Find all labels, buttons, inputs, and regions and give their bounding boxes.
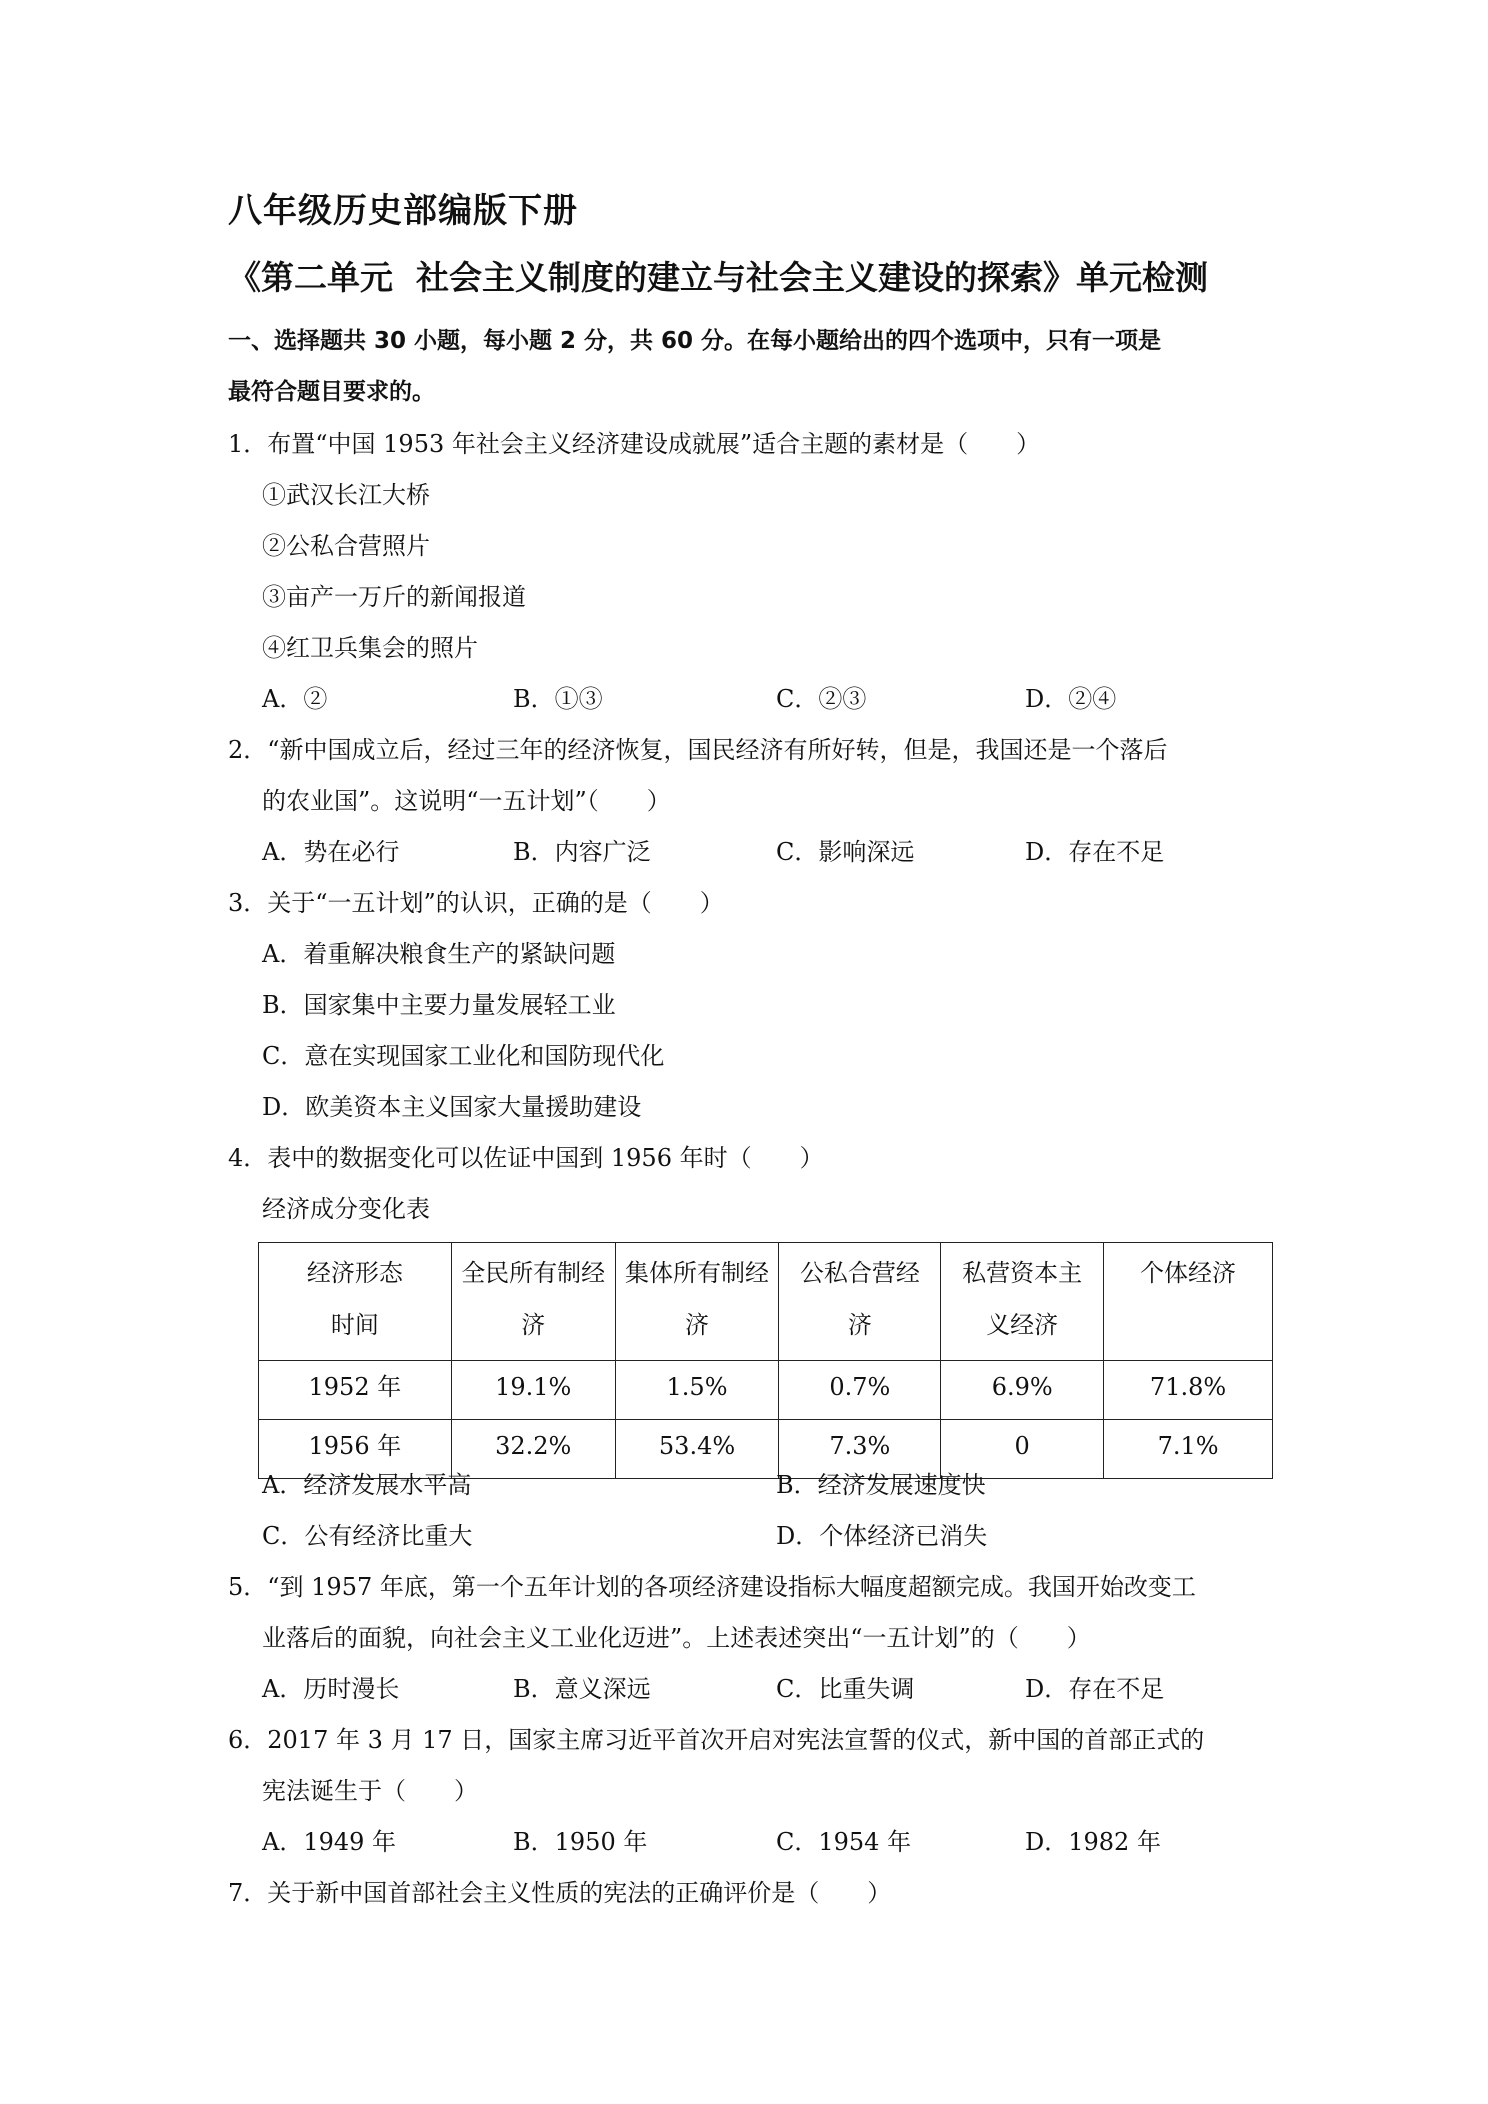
question-1-item: ②公私合营照片 — [262, 532, 430, 560]
question-5-option-c[interactable]: C．比重失调 — [776, 1675, 915, 1703]
question-1-item: ④红卫兵集会的照片 — [262, 634, 478, 662]
table-cell: 53.4% — [615, 1420, 779, 1479]
question-5-stem-cont: 业落后的面貌，向社会主义工业化迈进”。上述表述突出“一五计划”的（ ） — [262, 1624, 1091, 1652]
question-1-option-a[interactable]: A．② — [262, 685, 328, 713]
table-header-row — [259, 1243, 1273, 1361]
table-header-cell: 集体所有制经 济 — [615, 1243, 779, 1361]
table-header-cell: 个体经济 — [1104, 1243, 1273, 1361]
question-3-option-d[interactable]: D．欧美资本主义国家大量援助建设 — [262, 1093, 642, 1121]
table-cell: 7.1% — [1104, 1420, 1273, 1479]
question-5-option-b[interactable]: B．意义深远 — [513, 1675, 651, 1703]
question-6-stem-cont: 宪法诞生于（ ） — [262, 1777, 478, 1805]
question-2-option-a[interactable]: A．势在必行 — [262, 838, 400, 866]
table-cell: 0.7% — [779, 1361, 941, 1420]
question-2-stem-cont: 的农业国”。这说明“一五计划”（ ） — [262, 787, 671, 815]
table-cell: 0 — [941, 1420, 1104, 1479]
question-4-option-b[interactable]: B．经济发展速度快 — [776, 1471, 986, 1499]
table-cell: 1956 年 — [259, 1420, 452, 1479]
question-4-stem: 4．表中的数据变化可以佐证中国到 1956 年时（ ） — [228, 1144, 824, 1172]
question-7-stem: 7．关于新中国首部社会主义性质的宪法的正确评价是（ ） — [228, 1879, 892, 1907]
table-cell: 32.2% — [451, 1420, 615, 1479]
question-6-stem: 6．2017 年 3 月 17 日，国家主席习近平首次开启对宪法宣誓的仪式，新中国的首部正式的 — [228, 1726, 1205, 1754]
question-6-option-a[interactable]: A．1949 年 — [262, 1828, 397, 1856]
section-instruction-line1: 一、选择题共 30 小题，每小题 2 分，共 60 分。在每小题给出的四个选项中，只有一项是 — [228, 328, 1162, 354]
question-4-option-a[interactable]: A．经济发展水平高 — [262, 1471, 472, 1499]
question-5-stem: 5．“到 1957 年底，第一个五年计划的各项经济建设指标大幅度超额完成。我国开始改变工 — [228, 1573, 1196, 1601]
table-cell: 1952 年 — [259, 1361, 452, 1420]
question-3-stem: 3．关于“一五计划”的认识，正确的是（ ） — [228, 889, 724, 917]
table-cell: 19.1% — [451, 1361, 615, 1420]
table-header-cell: 全民所有制经 济 — [451, 1243, 615, 1361]
table-cell: 1.5% — [615, 1361, 779, 1420]
question-5-option-a[interactable]: A．历时漫长 — [262, 1675, 400, 1703]
table-cell: 7.3% — [779, 1420, 941, 1479]
table-row — [259, 1361, 1273, 1420]
unit-title: 《第二单元 社会主义制度的建立与社会主义建设的探索》单元检测 — [228, 258, 1208, 297]
page-title: 八年级历史部编版下册 — [228, 191, 578, 231]
table-header-cell: 经济形态 时间 — [259, 1243, 452, 1361]
table-cell: 6.9% — [941, 1361, 1104, 1420]
question-3-option-b[interactable]: B．国家集中主要力量发展轻工业 — [262, 991, 616, 1019]
question-6-option-d[interactable]: D．1982 年 — [1025, 1828, 1161, 1856]
question-6-option-b[interactable]: B．1950 年 — [513, 1828, 648, 1856]
question-1-stem: 1．布置“中国 1953 年社会主义经济建设成就展”适合主题的素材是（ ） — [228, 430, 1041, 458]
table-cell: 71.8% — [1104, 1361, 1273, 1420]
question-4-option-c[interactable]: C．公有经济比重大 — [262, 1522, 473, 1550]
economy-table — [258, 1242, 1273, 1479]
question-5-option-d[interactable]: D．存在不足 — [1025, 1675, 1165, 1703]
question-3-option-c[interactable]: C．意在实现国家工业化和国防现代化 — [262, 1042, 665, 1070]
question-1-item: ③亩产一万斤的新闻报道 — [262, 583, 526, 611]
question-2-option-b[interactable]: B．内容广泛 — [513, 838, 651, 866]
section-instruction-line2: 最符合题目要求的。 — [228, 379, 435, 405]
question-4-option-d[interactable]: D．个体经济已消失 — [776, 1522, 988, 1550]
question-2-stem: 2．“新中国成立后，经过三年的经济恢复，国民经济有所好转，但是，我国还是一个落后 — [228, 736, 1168, 764]
question-1-option-b[interactable]: B．①③ — [513, 685, 603, 713]
question-2-option-c[interactable]: C．影响深远 — [776, 838, 915, 866]
table-caption: 经济成分变化表 — [262, 1195, 430, 1223]
question-1-item: ①武汉长江大桥 — [262, 481, 430, 509]
question-1-option-d[interactable]: D．②④ — [1025, 685, 1117, 713]
table-header-cell: 公私合营经 济 — [779, 1243, 941, 1361]
table-header-cell: 私营资本主 义经济 — [941, 1243, 1104, 1361]
question-1-option-c[interactable]: C．②③ — [776, 685, 867, 713]
question-3-option-a[interactable]: A．着重解决粮食生产的紧缺问题 — [262, 940, 616, 968]
question-2-option-d[interactable]: D．存在不足 — [1025, 838, 1165, 866]
question-6-option-c[interactable]: C．1954 年 — [776, 1828, 912, 1856]
